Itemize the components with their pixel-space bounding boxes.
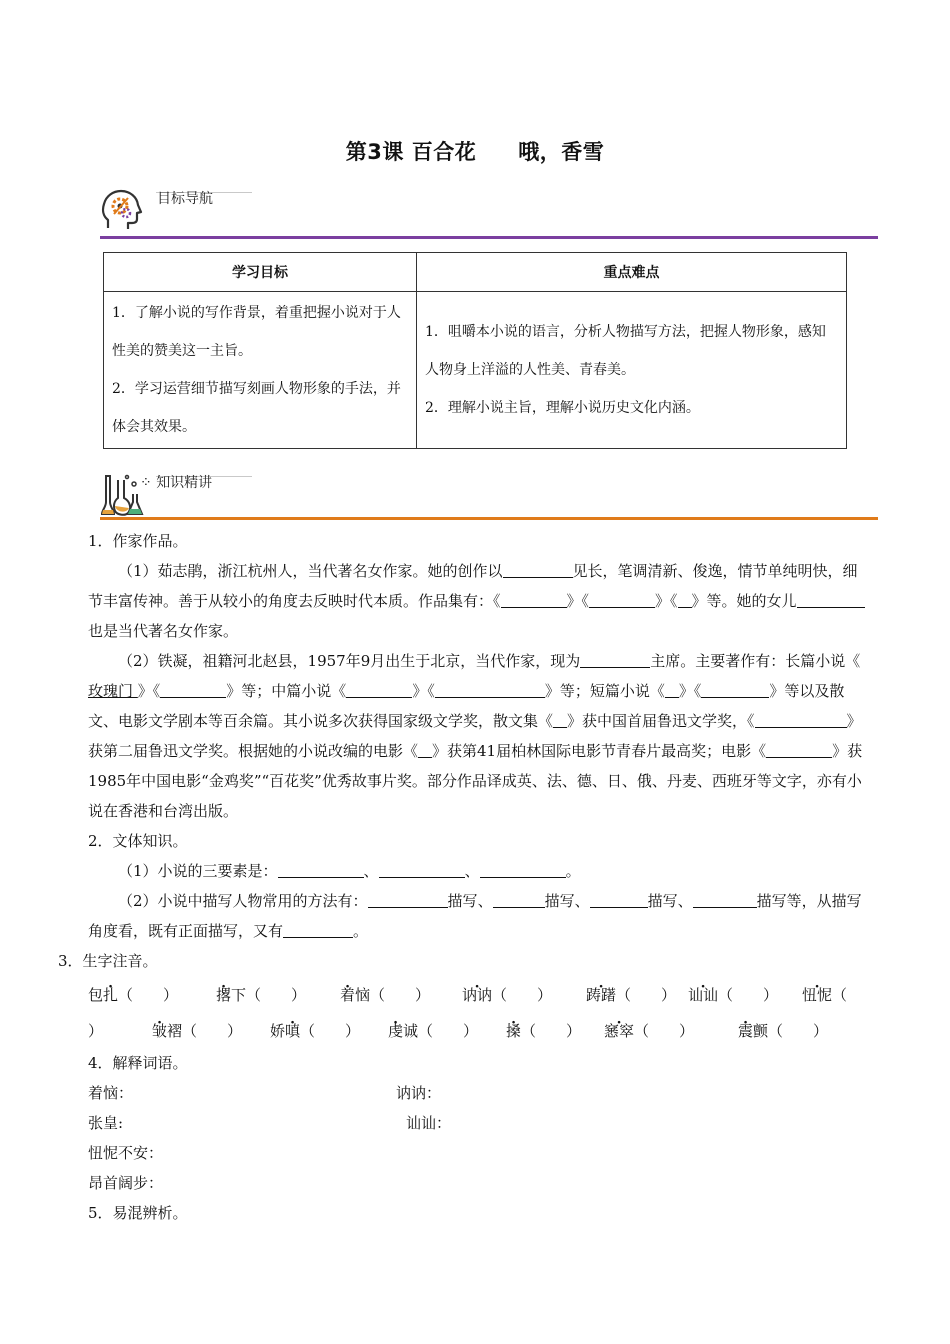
table-header-goals: 学习目标 bbox=[104, 253, 417, 292]
keypoint-item: 1．咀嚼本小说的语言，分析人物描写方法，把握人物形象，感知人物身上洋溢的人性美、青春美。 bbox=[425, 324, 826, 378]
vocab-term: 讷讷： bbox=[396, 1084, 442, 1102]
text: 。 bbox=[353, 922, 369, 940]
blank bbox=[590, 889, 648, 908]
text: 描写等，从描写角度看，既有正面描写，又有 bbox=[88, 892, 862, 940]
pinyin-item bbox=[388, 1016, 478, 1046]
text: 》获中国首届鲁迅文学奖，《 bbox=[567, 712, 755, 730]
heading-authors: 1．作家作品。 bbox=[88, 532, 188, 550]
pinyin-item bbox=[340, 980, 430, 1010]
text: 》获第41届柏林国际电影节青春片最高奖；电影《 bbox=[432, 742, 767, 760]
vocab-row bbox=[88, 1078, 866, 1108]
blank bbox=[665, 679, 679, 698]
text: 》《 bbox=[566, 592, 590, 610]
pinyin-item bbox=[270, 1016, 360, 1046]
text: 》《 bbox=[655, 592, 678, 610]
table-cell-keypoints bbox=[417, 292, 847, 449]
pinyin-item bbox=[462, 980, 552, 1010]
blank bbox=[797, 589, 865, 608]
text: （ bbox=[182, 1022, 198, 1040]
text: 诚 bbox=[403, 1022, 419, 1040]
table-cell-goals bbox=[104, 292, 417, 449]
text: ） bbox=[415, 986, 431, 1004]
text: ） bbox=[813, 1022, 829, 1040]
text: ） bbox=[291, 986, 307, 1004]
lab-flask-icon bbox=[100, 472, 144, 518]
blank bbox=[368, 889, 448, 908]
pinyin-row-1 bbox=[88, 980, 866, 1012]
text: ） bbox=[88, 1022, 104, 1040]
vocab-row bbox=[88, 1138, 866, 1168]
pinyin-item bbox=[738, 1016, 828, 1046]
section-label-knowledge: ⁘ 知识精讲 bbox=[140, 475, 213, 491]
blank bbox=[766, 739, 832, 758]
dotted-char: 窸窣 bbox=[604, 1022, 635, 1040]
text: （ bbox=[118, 986, 134, 1004]
dotted-char: 震 bbox=[738, 1022, 754, 1040]
text: 》等。她的女儿 bbox=[691, 592, 797, 610]
text: 褶 bbox=[167, 1022, 183, 1040]
dotted-char: 嗔 bbox=[285, 1022, 301, 1040]
head-gears-icon bbox=[100, 188, 144, 234]
paragraph-tie-ning bbox=[88, 646, 866, 826]
text: 、 bbox=[363, 862, 379, 880]
filled-title: 玫瑰门 bbox=[88, 682, 138, 700]
blank bbox=[346, 679, 412, 698]
text: 、 bbox=[574, 892, 590, 910]
heading-genre: 2．文体知识。 bbox=[88, 832, 188, 850]
blank bbox=[701, 679, 769, 698]
blank bbox=[379, 859, 465, 878]
text: ） bbox=[345, 1022, 361, 1040]
blank bbox=[589, 589, 655, 608]
pinyin-row-2 bbox=[88, 1016, 866, 1048]
text: 主席。主要著作有：长篇小说《 bbox=[650, 652, 861, 670]
dotted-char: 讪讪 bbox=[688, 986, 719, 1004]
blank bbox=[418, 739, 432, 758]
text: 》获第二届鲁迅文学奖。根据她的小说改编的电影《 bbox=[88, 712, 862, 760]
question-three-elements bbox=[88, 856, 866, 886]
text: （ bbox=[246, 986, 262, 1004]
text: （ bbox=[418, 1022, 434, 1040]
text: 也是当代著名女作家。 bbox=[88, 622, 239, 640]
document-body bbox=[58, 526, 866, 1228]
blank bbox=[693, 889, 757, 908]
blank bbox=[501, 589, 567, 608]
blank bbox=[553, 709, 567, 728]
vocab-term: 忸怩不安： bbox=[88, 1144, 164, 1162]
dotted-char: 扎 bbox=[103, 986, 119, 1004]
text: 》等；中篇小说《 bbox=[226, 682, 347, 700]
text: 下 bbox=[231, 986, 247, 1004]
text: 、 bbox=[477, 892, 493, 910]
pinyin-item bbox=[152, 1016, 242, 1046]
text: （2）铁凝，祖籍河北赵县，1957年9月出生于北京，当代作家，现为 bbox=[118, 652, 581, 670]
goal-item: 2．学习运营细节描写刻画人物形象的手法，并体会其效果。 bbox=[112, 381, 401, 435]
text: （ bbox=[768, 1022, 784, 1040]
pinyin-item bbox=[802, 980, 847, 1010]
pinyin-item bbox=[506, 1016, 581, 1046]
text: 描写 bbox=[447, 892, 478, 910]
text: 见长，笔调清新、俊逸，情节单纯明快，细节丰富传神。善于从较小的角度去反映时代本质。作品集有：《 bbox=[88, 562, 858, 610]
text: 》获1985年中国电影“金鸡奖”“百花奖”优秀故事片奖。部分作品译成英、法、德、日、俄、丹麦、西班牙等文字，亦有小说在香港和台湾出版。 bbox=[88, 742, 863, 820]
text: 包 bbox=[88, 986, 104, 1004]
text: ） bbox=[679, 1022, 695, 1040]
text: 、 bbox=[464, 862, 480, 880]
vocab-row bbox=[88, 1168, 866, 1198]
section-label-text: 知识精讲 bbox=[156, 475, 213, 491]
text: ） bbox=[763, 986, 779, 1004]
blank bbox=[480, 859, 566, 878]
blank bbox=[503, 559, 573, 578]
pinyin-item bbox=[688, 980, 778, 1010]
text: 》等；短篇小说《 bbox=[544, 682, 665, 700]
text: 、 bbox=[677, 892, 693, 910]
table-header-keypoints: 重点难点 bbox=[417, 253, 847, 292]
heading-pinyin: 3．生字注音。 bbox=[58, 952, 158, 970]
pinyin-item bbox=[586, 980, 676, 1010]
dotted-char: 讷讷 bbox=[462, 986, 493, 1004]
section-header-goals bbox=[100, 188, 878, 238]
dotted-char: 忸怩 bbox=[802, 986, 833, 1004]
text: （ bbox=[718, 986, 734, 1004]
text: ） bbox=[661, 986, 677, 1004]
text: （2）小说中描写人物常用的方法有： bbox=[118, 892, 368, 910]
section-rule-knowledge bbox=[100, 517, 878, 520]
text: 恼 bbox=[355, 986, 371, 1004]
text: （ bbox=[634, 1022, 650, 1040]
vocab-row bbox=[88, 1108, 866, 1138]
text: ） bbox=[163, 986, 179, 1004]
blank bbox=[278, 859, 364, 878]
blank bbox=[493, 889, 545, 908]
pinyin-item bbox=[216, 980, 306, 1010]
text: 颤 bbox=[753, 1022, 769, 1040]
text: （ bbox=[616, 986, 632, 1004]
paragraph-ru-zhijuan bbox=[88, 556, 866, 646]
blank bbox=[283, 919, 353, 938]
text: （ bbox=[300, 1022, 316, 1040]
text: 描写 bbox=[647, 892, 678, 910]
goal-item: 1．了解小说的写作背景，着重把握小说对于人性美的赞美这一主旨。 bbox=[112, 305, 401, 359]
blank bbox=[435, 679, 545, 698]
dotted-char: 搡 bbox=[506, 1022, 522, 1040]
text: （ bbox=[832, 986, 848, 1004]
title-second: 哦，香雪 bbox=[518, 140, 605, 164]
text: ） bbox=[227, 1022, 243, 1040]
text: 》等以及散文、电影文学剧本等百余篇。其小说多次获得国家级文学奖，散文集《 bbox=[88, 682, 845, 730]
vocab-term: 讪讪： bbox=[406, 1114, 452, 1132]
blank bbox=[678, 589, 692, 608]
text: 描写 bbox=[544, 892, 575, 910]
question-description-methods bbox=[88, 886, 866, 946]
pinyin-item bbox=[604, 1016, 694, 1046]
dotted-char: 踌躇 bbox=[586, 986, 617, 1004]
vocab-term: 昂首阔步： bbox=[88, 1174, 164, 1192]
text: 》《 bbox=[678, 682, 702, 700]
blank bbox=[580, 649, 650, 668]
pinyin-item bbox=[88, 980, 178, 1010]
text: （ bbox=[521, 1022, 537, 1040]
text: ） bbox=[566, 1022, 582, 1040]
title-main: 第3课 百合花 bbox=[345, 140, 477, 164]
section-rule-goals bbox=[100, 236, 878, 239]
dotted-char: 撂 bbox=[216, 986, 232, 1004]
dotted-char: 皱 bbox=[152, 1022, 168, 1040]
goals-table bbox=[103, 252, 847, 449]
text: 》《 bbox=[137, 682, 161, 700]
heading-vocabulary: 4．解释词语。 bbox=[88, 1054, 188, 1072]
blank bbox=[160, 679, 226, 698]
text: （ bbox=[492, 986, 508, 1004]
text: 。 bbox=[565, 862, 581, 880]
section-label-goals: 目标导航 bbox=[157, 191, 213, 207]
heading-confusables: 5．易混辨析。 bbox=[88, 1204, 188, 1222]
text: 》《 bbox=[412, 682, 435, 700]
text: （ bbox=[370, 986, 386, 1004]
section-header-knowledge bbox=[100, 472, 878, 522]
text: （1）茹志鹃，浙江杭州人，当代著名女作家。她的创作以 bbox=[118, 562, 503, 580]
dotted-char: 虔 bbox=[388, 1022, 404, 1040]
text: ） bbox=[537, 986, 553, 1004]
text: （1）小说的三要素是： bbox=[118, 862, 278, 880]
text: 娇 bbox=[270, 1022, 286, 1040]
dotted-char: 着 bbox=[340, 986, 356, 1004]
page-title bbox=[0, 136, 950, 166]
text: ） bbox=[463, 1022, 479, 1040]
vocab-term: 着恼： bbox=[88, 1084, 134, 1102]
vocab-term: 张皇: bbox=[88, 1114, 124, 1132]
blank bbox=[755, 709, 847, 728]
keypoint-item: 2．理解小说主旨，理解小说历史文化内涵。 bbox=[425, 400, 700, 416]
